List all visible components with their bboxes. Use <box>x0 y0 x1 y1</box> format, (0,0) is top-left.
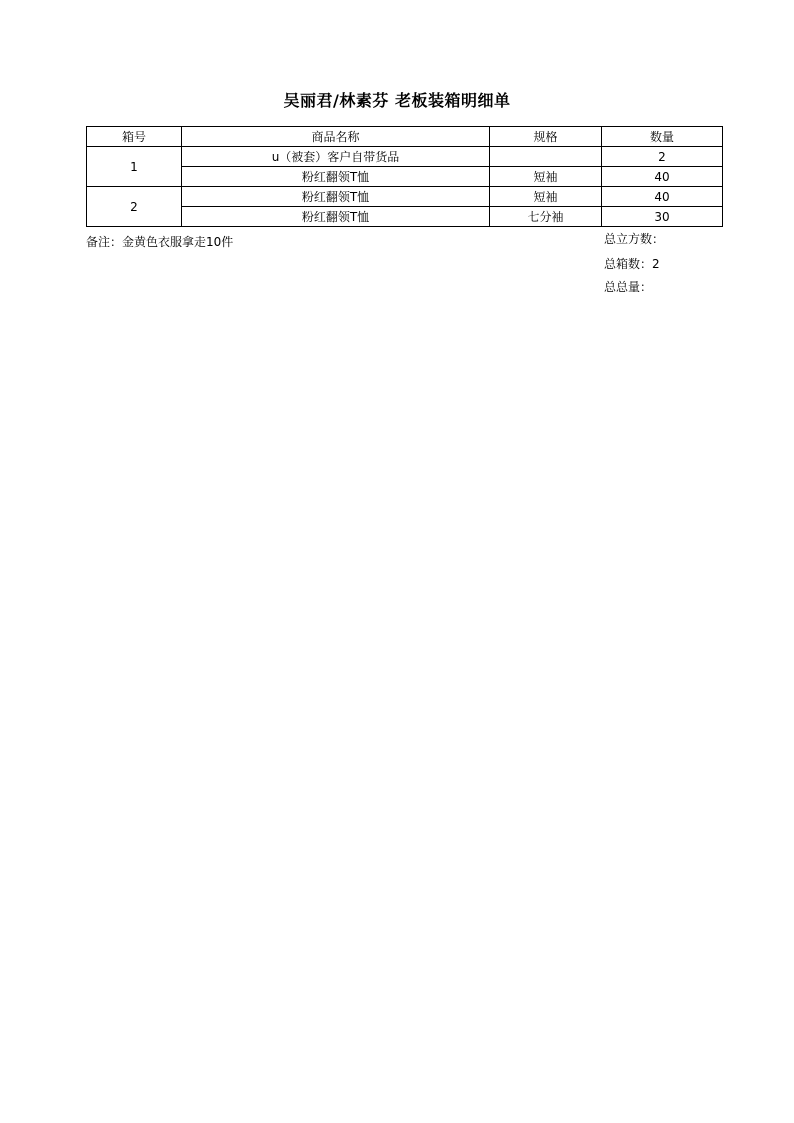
product-name-cell: 粉红翻领T恤 <box>182 167 490 187</box>
header-product-name: 商品名称 <box>182 127 490 147</box>
spec-cell <box>490 147 602 167</box>
table-row <box>87 167 723 187</box>
table-row <box>87 207 723 227</box>
quantity-cell: 2 <box>602 147 723 167</box>
document-title: 吴丽君/林素芬 老板装箱明细单 <box>283 91 511 110</box>
quantity-cell: 30 <box>602 207 723 227</box>
table-row <box>87 187 723 207</box>
quantity-cell: 40 <box>602 167 723 187</box>
spec-cell: 短袖 <box>490 187 602 207</box>
packing-table <box>86 126 723 227</box>
total-volume-label: 总立方数： <box>604 232 665 246</box>
product-name-cell: 粉红翻领T恤 <box>182 187 490 207</box>
product-name-cell: 粉红翻领T恤 <box>182 207 490 227</box>
header-spec: 规格 <box>490 127 602 147</box>
total-quantity-label: 总总量： <box>604 280 653 294</box>
total-boxes-label: 总箱数：2 <box>604 257 660 271</box>
spec-cell: 短袖 <box>490 167 602 187</box>
spec-cell: 七分袖 <box>490 207 602 227</box>
box-number-cell: 2 <box>87 187 182 227</box>
table-row <box>87 147 723 167</box>
remark-note: 备注：金黄色衣服拿走10件 <box>86 235 234 249</box>
header-quantity: 数量 <box>602 127 723 147</box>
header-box-number: 箱号 <box>87 127 182 147</box>
product-name-cell: u（被套）客户自带货品 <box>182 147 490 167</box>
quantity-cell: 40 <box>602 187 723 207</box>
box-number-cell: 1 <box>87 147 182 187</box>
table-header-row <box>87 127 723 147</box>
